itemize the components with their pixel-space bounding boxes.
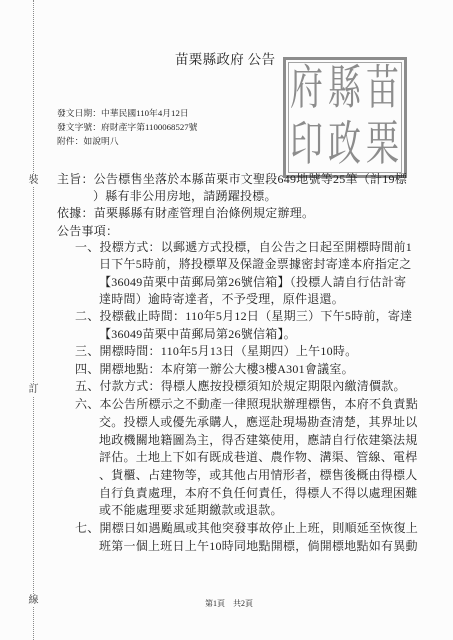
issue-date-value: 中華民國110年4月12日 — [101, 108, 189, 118]
basis-label: 依據： — [57, 206, 94, 220]
basis-line — [57, 206, 314, 220]
page-title: 苗栗縣政府 公告 — [175, 52, 276, 67]
item-line — [75, 344, 357, 358]
issue-date-label: 發文日期： — [57, 108, 101, 118]
item-line: 【36049苗栗中苗郵局第26號信箱】（投標人請自行估計寄 — [99, 275, 407, 289]
binding-mark-top: 裝 — [28, 175, 39, 186]
reference-number-label: 發文字號： — [57, 122, 101, 132]
seal-character: 府 — [290, 59, 323, 116]
item-line: 地政機關地籍圖為主，得否建築使用，應請自行依建築法規 — [99, 433, 418, 447]
attachment — [57, 135, 119, 147]
reference-number-value: 府財產字第1100068527號 — [101, 122, 198, 132]
subject-text: 公告標售坐落於本縣苗栗市文聖段649地號等25筆（計19標 — [93, 172, 408, 186]
item-text: 開標時間：110年5月13日（星期四）上午10時。 — [99, 344, 358, 358]
attachment-label: 附件： — [57, 136, 84, 146]
item-number: 三、 — [75, 344, 100, 358]
item-text: 投標截止時間：110年5月12日（星期三）下午5時前，寄達 — [99, 309, 413, 323]
subject-line: ）縣有非公用房地，請踴躍投標。 — [93, 189, 277, 203]
item-number: 一、 — [75, 240, 100, 254]
item-line — [75, 379, 406, 393]
item-text: 本公告所標示之不動產一律照現狀辦理標售，本府不負責點 — [99, 397, 419, 411]
subject-line — [57, 172, 407, 186]
item-number: 六、 — [75, 397, 100, 411]
seal-character: 栗 — [366, 115, 399, 172]
item-line: 達時間）逾時寄達者，不予受理，原件退還。 — [99, 292, 345, 306]
item-text: 投標方式：以郵遞方式投標，自公告之日起至開標時間前1 — [99, 240, 413, 254]
seal-character: 印 — [290, 115, 323, 172]
item-line — [75, 309, 412, 323]
official-seal — [283, 57, 407, 178]
item-line: 日下午5時前，將投標單及保證金票據密封寄達本府指定之 — [99, 257, 412, 271]
item-line: 自行負責處理，本府不負任何責任，得標人不得以處理困難 — [99, 486, 418, 500]
subject-label: 主旨： — [57, 172, 94, 186]
item-line: 交。投標人或優先承購人，應逕赴現場勘查清楚，其界址以 — [99, 415, 418, 429]
item-line — [75, 397, 418, 411]
items-heading: 公告事項： — [57, 224, 119, 238]
item-line — [75, 362, 354, 376]
item-number: 七、 — [75, 521, 100, 535]
reference-number — [57, 121, 197, 133]
issue-date — [57, 107, 189, 119]
item-line: 評估。土地上下如有既成巷道、農作物、溝渠、管線、電桿 — [99, 450, 418, 464]
item-number: 二、 — [75, 309, 100, 323]
item-line: 班第一個上班日上午10時同地點開標，倘開標地點如有異動 — [99, 539, 418, 553]
seal-character: 政 — [328, 115, 361, 172]
item-line: 、貨櫃、占建物等，或其他占用情形者，標售後概由得標人 — [99, 468, 418, 482]
item-line — [75, 521, 418, 535]
item-line: 【36049苗栗中苗郵局第26號信箱】。 — [99, 327, 297, 341]
item-line: 或不能處理要求延期繳款或退款。 — [99, 503, 283, 517]
binding-mark-bottom: 線 — [28, 595, 39, 606]
item-number: 四、 — [75, 362, 100, 376]
item-text: 付款方式：得標人應按投標須知於規定期限內繳清價款。 — [99, 379, 406, 393]
item-number: 五、 — [75, 379, 100, 393]
seal-character: 苗 — [366, 59, 399, 116]
item-text: 開標地點：本府第一辦公大樓3樓A301會議室。 — [99, 362, 354, 376]
attachment-value: 如說明八 — [83, 136, 119, 146]
binding-mark-middle: 訂 — [28, 384, 39, 395]
basis-text: 苗栗縣縣有財產管理自治條例規定辦理。 — [93, 206, 315, 220]
binding-dotted-line — [33, 0, 34, 640]
item-text: 開標日如遇颱風或其他突發事故停止上班，則順延至恢復上 — [99, 521, 419, 535]
page-number: 第1頁 共2頁 — [205, 599, 253, 608]
item-line — [75, 240, 412, 254]
seal-character: 縣 — [328, 59, 361, 116]
